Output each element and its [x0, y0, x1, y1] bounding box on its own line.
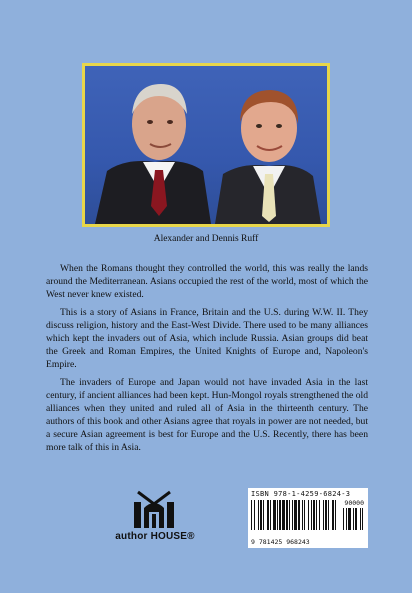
author-photo [82, 63, 330, 227]
barcode-addon: 90000 [344, 499, 364, 507]
photo-caption: Alexander and Dennis Ruff [153, 234, 259, 244]
paragraph: When the Romans thought they controlled the world, this was really the lands around the Mediterranean. Asians occupied the rest of the world, most of which the West never knew existed. [46, 263, 368, 300]
isbn-label: ISBN 978-1-4259-6824-3 [251, 490, 351, 498]
barcode-bars [251, 498, 365, 536]
author-photo-illustration [85, 66, 327, 224]
publisher-name: author HOUSE® [115, 531, 195, 542]
paragraph: This is a story of Asians in France, Britain and the U.S. during W.W. II. They discuss religion, history and the East-West Divide. There used to be many alliances which kept the invaders out of Asia, which include Russia. Asian groups did beat the Greek and Roman Empires, the United Knights of Europe and, Napoleon's Empire. [46, 307, 368, 370]
book-description [46, 262, 368, 459]
isbn-barcode [248, 488, 368, 548]
paragraph: The invaders of Europe and Japan would not have invaded Asia in the last century, if ancient alliances had been kept. Hun-Mongol royals strengthened the old alliances when they united and ruled all of Asia in the thirteenth century. The authors of this book and other Asians agree that royals in power are not needed, but a secure Asian agreement is best for Europe and the U.S. Recently, there has been more talk of this in Asia. [46, 377, 368, 453]
ean-digits: 9 781425 968243 [251, 538, 310, 546]
authorhouse-logo-icon [98, 490, 208, 552]
